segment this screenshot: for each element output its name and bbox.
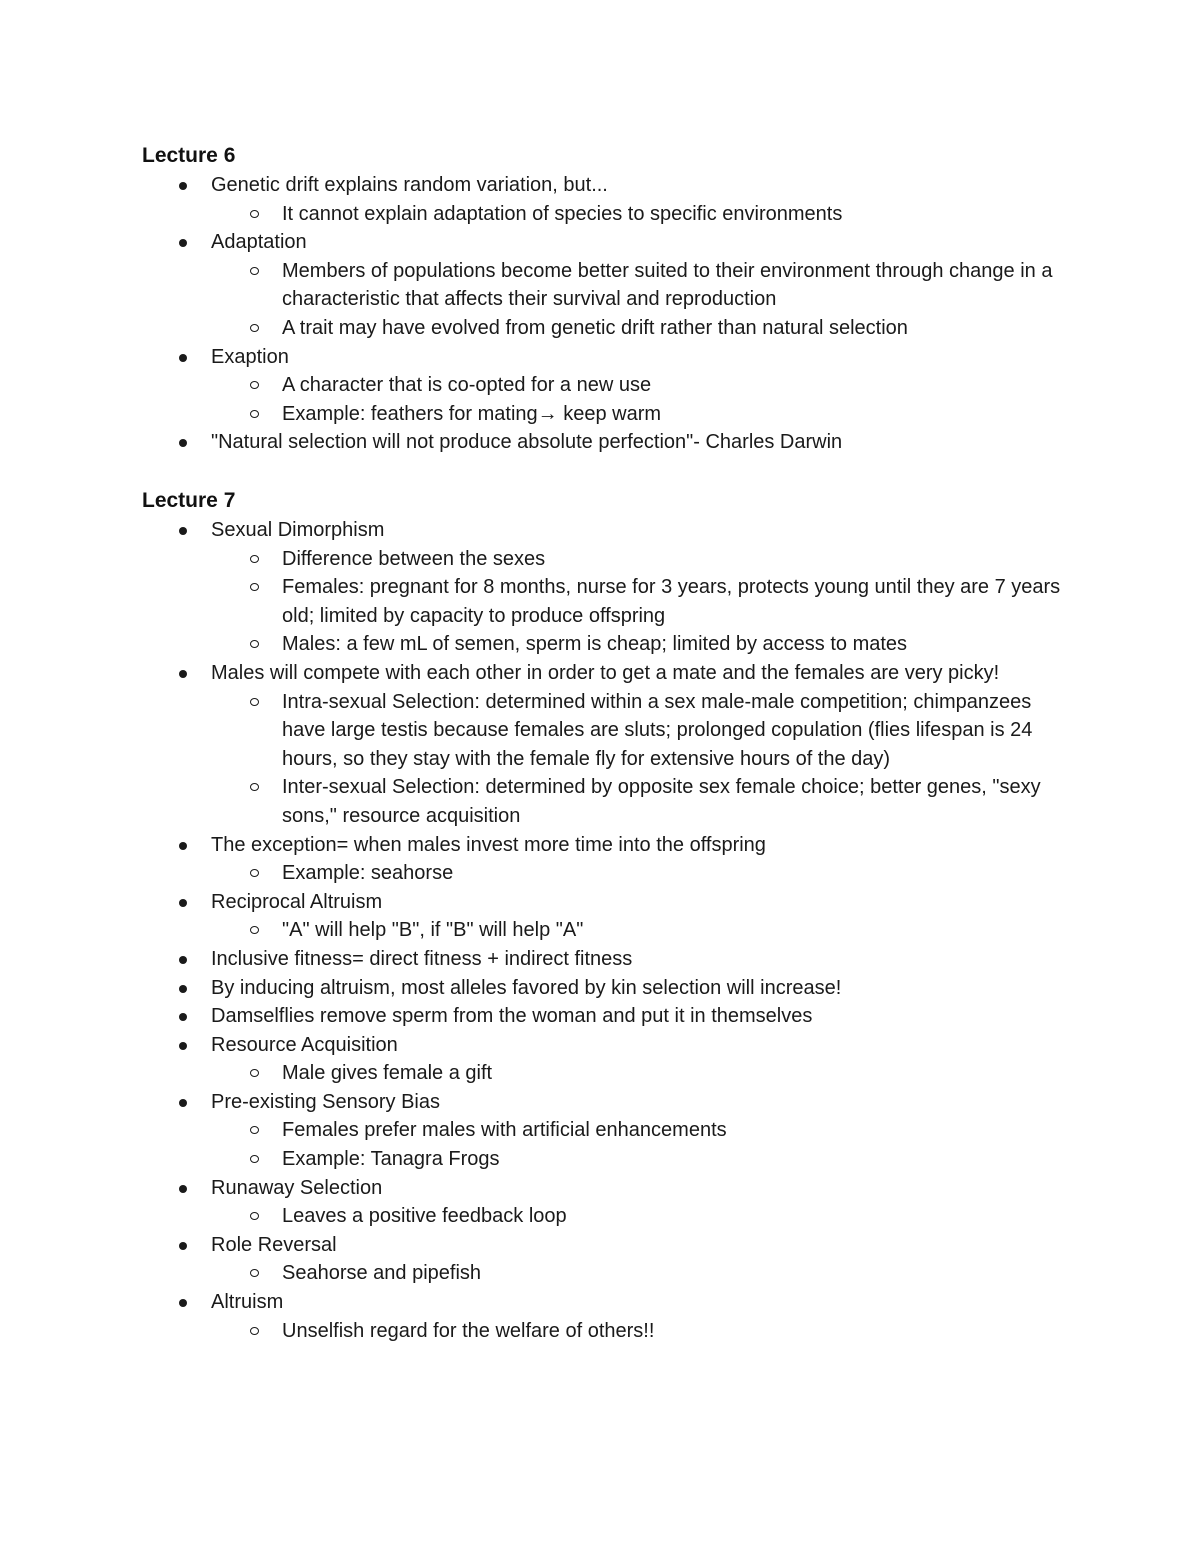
list-item (0, 171, 1061, 228)
list-item (0, 831, 1061, 888)
sub-list-item (0, 257, 1062, 314)
sub-list-item-text: Males: a few mL of semen, sperm is cheap; limited by access to mates (282, 633, 908, 656)
sub-list-item (0, 688, 1062, 774)
list-item-text: Males will compete with each other in order to get a mate and the females are very picky! (211, 661, 1000, 684)
list-item-text: Resource Acquisition (211, 1033, 398, 1056)
list-item (0, 228, 1061, 342)
sub-list-item-text: Example: feathers for mating→ keep warm (282, 402, 662, 425)
list-item (0, 428, 1061, 457)
list-item (0, 1288, 1061, 1345)
list-item (0, 1088, 1061, 1174)
sub-list-item (0, 1317, 1062, 1346)
list-item-text: Adaptation (211, 231, 307, 254)
list-item (0, 1231, 1061, 1288)
hollow-bullet-icon (250, 381, 259, 389)
sub-list (211, 1202, 1061, 1231)
sub-list (211, 1317, 1061, 1346)
hollow-bullet-icon (250, 324, 259, 332)
sub-list-item (0, 630, 1062, 659)
sub-list (211, 916, 1061, 945)
list-item-text: Runaway Selection (211, 1176, 383, 1199)
sub-list-item (0, 859, 1062, 888)
list-item (0, 1031, 1061, 1088)
list-item-text: Role Reversal (211, 1233, 337, 1256)
sub-list (211, 859, 1061, 888)
sub-list-item-text: Unselfish regard for the welfare of others!! (282, 1319, 655, 1342)
lecture-6-heading: Lecture 6 (142, 144, 236, 167)
sub-list (211, 688, 1061, 831)
bullet-icon (179, 842, 187, 850)
sub-list-item-text: Example: seahorse (282, 862, 454, 885)
hollow-bullet-icon (250, 1269, 259, 1277)
sub-list-item (0, 1116, 1062, 1145)
bullet-icon (179, 354, 187, 362)
list-item-text: Exaption (211, 345, 289, 368)
bullet-icon (179, 439, 187, 447)
sub-list-item-text: Members of populations become better suited to their environment through change in a characteristic that affects their survival and reproduction (282, 259, 1053, 311)
hollow-bullet-icon (250, 1155, 259, 1163)
lecture-6-list (0, 171, 1200, 457)
list-item (0, 659, 1061, 831)
sub-list (211, 545, 1061, 659)
bullet-icon (179, 239, 187, 247)
sub-list (211, 371, 1061, 428)
sub-list-item-text: Leaves a positive feedback loop (282, 1205, 567, 1228)
list-item-text: Damselflies remove sperm from the woman and put it in themselves (211, 1005, 813, 1028)
hollow-bullet-icon (250, 926, 259, 934)
hollow-bullet-icon (250, 555, 259, 563)
bullet-icon (179, 1185, 187, 1193)
hollow-bullet-icon (250, 410, 259, 418)
sub-list (211, 1116, 1061, 1173)
bullet-icon (179, 985, 187, 993)
list-item-text: Genetic drift explains random variation, but... (211, 174, 608, 196)
list-item (0, 888, 1061, 945)
hollow-bullet-icon (250, 1069, 259, 1077)
bullet-icon (179, 182, 187, 190)
list-item-text: Sexual Dimorphism (211, 519, 385, 541)
sub-list-item (0, 371, 1062, 400)
hollow-bullet-icon (250, 869, 259, 877)
bullet-icon (179, 1013, 187, 1021)
list-item (0, 1174, 1061, 1231)
sub-list (211, 1059, 1061, 1088)
list-item-text: "Natural selection will not produce absolute perfection"- Charles Darwin (211, 431, 843, 454)
sub-list-item (0, 545, 1062, 574)
list-item (0, 516, 1061, 659)
sub-list (211, 1259, 1061, 1288)
sub-list-item (0, 400, 1062, 429)
bullet-icon (179, 1042, 187, 1050)
bullet-icon (179, 899, 187, 907)
hollow-bullet-icon (250, 1212, 259, 1220)
bullet-icon (179, 1099, 187, 1107)
hollow-bullet-icon (250, 783, 259, 791)
bullet-icon (179, 1299, 187, 1307)
list-item (0, 1002, 1061, 1031)
sub-list-item-text: Male gives female a gift (282, 1062, 493, 1085)
sub-list-item-text: Females prefer males with artificial enhancements (282, 1119, 727, 1142)
bullet-icon (179, 1242, 187, 1250)
sub-list-item-text: It cannot explain adaptation of species to specific environments (282, 202, 843, 225)
sub-list-item-text: Females: pregnant for 8 months, nurse for 3 years, protects young until they are 7 years old; limited by capacity to produce offspring (282, 576, 1061, 627)
sub-list-item (0, 200, 1062, 229)
bullet-icon (179, 527, 187, 535)
sub-list-item-text: Example: Tanagra Frogs (282, 1148, 500, 1171)
hollow-bullet-icon (250, 1327, 259, 1335)
sub-list (211, 200, 1061, 229)
sub-list-item-text: Difference between the sexes (282, 547, 546, 570)
hollow-bullet-icon (250, 698, 259, 706)
hollow-bullet-icon (250, 583, 259, 591)
list-item-text: Altruism (211, 1291, 284, 1314)
lecture-7-heading: Lecture 7 (142, 489, 236, 512)
list-item (0, 974, 1061, 1003)
sub-list-item-text: Seahorse and pipefish (282, 1262, 482, 1285)
list-item (0, 945, 1061, 974)
sub-list-item-text: A trait may have evolved from genetic drift rather than natural selection (282, 316, 908, 339)
sub-list-item (0, 773, 1062, 830)
sub-list-item (0, 916, 1062, 945)
bullet-icon (179, 956, 187, 964)
sub-list-item (0, 1145, 1062, 1174)
sub-list-item (0, 1059, 1062, 1088)
sub-list-item-text: Inter-sexual Selection: determined by opposite sex female choice; better genes, "sexy sons," resource acquisition (282, 776, 1041, 827)
list-item-text: Reciprocal Altruism (211, 890, 383, 913)
sub-list-item (0, 1259, 1062, 1288)
sub-list-item (0, 314, 1062, 343)
sub-list-item-text: A character that is co-opted for a new use (282, 374, 652, 397)
list-item-text: Inclusive fitness= direct fitness + indirect fitness (211, 947, 633, 970)
hollow-bullet-icon (250, 210, 259, 218)
list-item-text: Pre-existing Sensory Bias (211, 1090, 440, 1113)
sub-list-item-text: Intra-sexual Selection: determined within a sex male-male competition; chimpanzees have large testis because females are sluts; prolonged copulation (flies lifespan is 24 hours, so they stay with the female fly for extensive hours of the day) (282, 690, 1033, 770)
sub-list-item (0, 1202, 1062, 1231)
hollow-bullet-icon (250, 1126, 259, 1134)
list-item-text: By inducing altruism, most alleles favored by kin selection will increase! (211, 976, 842, 999)
list-item-text: The exception= when males invest more time into the offspring (211, 833, 766, 856)
hollow-bullet-icon (250, 267, 259, 275)
sub-list-item (0, 573, 1062, 630)
sub-list (211, 257, 1061, 343)
list-item (0, 343, 1061, 429)
lecture-7-list (0, 516, 1200, 1345)
bullet-icon (179, 670, 187, 678)
hollow-bullet-icon (250, 640, 259, 648)
sub-list-item-text: "A" will help "B", if "B" will help "A" (282, 919, 584, 942)
